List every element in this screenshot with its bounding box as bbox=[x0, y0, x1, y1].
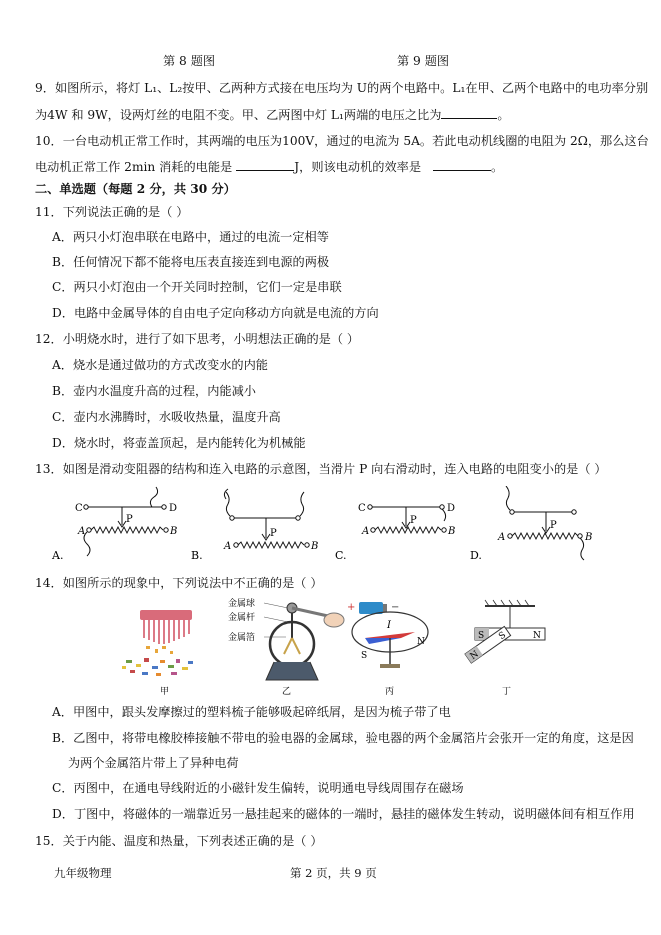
svg-text:I: I bbox=[387, 620, 391, 631]
svg-text:B: B bbox=[448, 526, 456, 537]
svg-text:D: D bbox=[169, 503, 178, 514]
answer-blank[interactable] bbox=[441, 106, 497, 119]
svg-text:N: N bbox=[417, 637, 425, 647]
svg-text:D: D bbox=[447, 503, 456, 514]
svg-text:N: N bbox=[533, 631, 541, 641]
svg-text:P: P bbox=[550, 520, 557, 531]
hanging-magnets-figure bbox=[465, 600, 545, 697]
svg-text:P: P bbox=[410, 515, 417, 526]
question-12-stem: 12．小明烧水时，进行了如下思考，小明想法正确的是（ ） bbox=[35, 332, 360, 346]
svg-text:C: C bbox=[75, 503, 83, 514]
question-11-option-c[interactable]: C．两只小灯泡由一个开关同时控制，它们一定是串联 bbox=[52, 280, 342, 294]
footer-page-number: 第 2 页，共 9 页 bbox=[290, 866, 377, 880]
phenomena-figures bbox=[110, 594, 560, 699]
svg-text:B: B bbox=[170, 526, 178, 537]
svg-text:S: S bbox=[478, 631, 485, 641]
svg-text:B: B bbox=[311, 541, 319, 552]
rheostat-diagrams bbox=[40, 486, 640, 566]
svg-text:乙: 乙 bbox=[282, 687, 292, 697]
svg-text:C: C bbox=[358, 503, 366, 514]
question-15-stem: 15．关于内能、温度和热量，下列表述正确的是（ ） bbox=[35, 834, 323, 848]
question-14-option-d[interactable]: D．丁图中，将磁体的一端靠近另一悬挂起来的磁体的一端时，悬挂的磁体发生转动，说明磁体间有相互作用 bbox=[52, 807, 635, 821]
question-10-line-1: 10．一台电动机正常工作时，其两端的电压为100V，通过的电流为 5A。若此电动机线圈的电阻为 2Ω，那么这台 bbox=[35, 134, 649, 148]
footer-subject: 九年级物理 bbox=[54, 866, 112, 880]
svg-text:丁: 丁 bbox=[502, 687, 512, 697]
svg-text:A: A bbox=[78, 526, 86, 537]
figure-9-caption: 第 9 题图 bbox=[397, 54, 450, 68]
svg-text:B: B bbox=[585, 532, 593, 543]
question-11-stem: 11．下列说法正确的是（ ） bbox=[35, 205, 189, 219]
answer-blank[interactable] bbox=[236, 158, 294, 171]
question-14-option-b-line-1[interactable]: B．乙图中，将带电橡胶棒接触不带电的验电器的金属球，验电器的两个金属箔片会张开一定的角度，这是因 bbox=[52, 731, 634, 745]
question-12-option-c[interactable]: C．壶内水沸腾时，水吸收热量，温度升高 bbox=[52, 410, 281, 424]
svg-text:金属箔: 金属箔 bbox=[228, 633, 256, 643]
svg-text:S: S bbox=[497, 630, 509, 643]
question-11-option-d[interactable]: D．电路中金属导体的自由电子定向移动方向就是电流的方向 bbox=[52, 306, 379, 320]
question-13-stem: 13．如图是滑动变阻器的结构和连入电路的示意图，当滑片 P 向右滑动时，连入电路的电阻变小的是（ ） bbox=[35, 462, 607, 476]
svg-text:金属球: 金属球 bbox=[228, 599, 256, 609]
svg-text:丙: 丙 bbox=[385, 687, 395, 697]
question-14-option-b-line-2[interactable]: 为两个金属箔片带上了异种电荷 bbox=[68, 756, 239, 770]
svg-text:N: N bbox=[468, 649, 481, 663]
question-11-option-a[interactable]: A．两只小灯泡串联在电路中，通过的电流一定相等 bbox=[52, 230, 329, 244]
question-10-line-2: 电动机正常工作 2min 消耗的电能是 J，则该电动机的效率是 。 bbox=[35, 160, 504, 174]
question-14-stem: 14．如图所示的现象中，下列说法中不正确的是（ ） bbox=[35, 576, 323, 590]
electroscope-figure bbox=[228, 597, 344, 697]
question-14-option-a[interactable]: A．甲图中，跟头发摩擦过的塑料梳子能够吸起碎纸屑，是因为梳子带了电 bbox=[52, 705, 451, 719]
section-heading: 二、单选题（每题 2 分，共 30 分） bbox=[35, 182, 236, 196]
answer-blank[interactable] bbox=[433, 158, 491, 171]
svg-text:C.: C. bbox=[335, 549, 347, 562]
svg-text:A: A bbox=[362, 526, 370, 537]
svg-text:甲: 甲 bbox=[160, 687, 170, 697]
svg-text:B.: B. bbox=[191, 549, 203, 562]
svg-text:S: S bbox=[361, 651, 368, 661]
svg-text:P: P bbox=[270, 528, 277, 539]
rheostat-diagram-c bbox=[335, 503, 455, 562]
rheostat-diagram-d bbox=[470, 486, 592, 562]
question-9-line-1: 9．如图所示，将灯 L₁、L₂按甲、乙两种方式接在电压均为 U的两个电路中。L₁在甲、乙两个电路中的电功率分别 bbox=[35, 81, 649, 95]
question-12-option-a[interactable]: A．烧水是通过做功的方式改变水的内能 bbox=[52, 358, 268, 372]
wire-compass-figure bbox=[347, 602, 428, 697]
rheostat-diagram-a bbox=[51, 487, 177, 562]
svg-text:P: P bbox=[126, 514, 133, 525]
question-9-line-2: 为4W 和 9W，设两灯丝的电阻不变。甲、乙两图中灯 L₁两端的电压之比为 。 bbox=[35, 108, 510, 122]
figure-8-caption: 第 8 题图 bbox=[163, 54, 216, 68]
question-12-option-d[interactable]: D．烧水时，将壶盖顶起，是内能转化为机械能 bbox=[52, 436, 306, 450]
question-14-option-c[interactable]: C．丙图中，在通电导线附近的小磁针发生偏转，说明通电导线周围存在磁场 bbox=[52, 781, 464, 795]
svg-text:A.: A. bbox=[52, 549, 64, 562]
svg-text:A: A bbox=[224, 541, 232, 552]
svg-text:金属杆: 金属杆 bbox=[228, 613, 256, 623]
rheostat-diagram-b bbox=[191, 489, 318, 562]
question-12-option-b[interactable]: B．壶内水温度升高的过程，内能减小 bbox=[52, 384, 256, 398]
svg-text:A: A bbox=[498, 532, 506, 543]
svg-text:−: − bbox=[391, 602, 400, 613]
svg-text:+: + bbox=[347, 602, 356, 613]
question-11-option-b[interactable]: B．任何情况下都不能将电压表直接连到电源的两极 bbox=[52, 255, 330, 269]
comb-paper-figure bbox=[122, 610, 193, 697]
svg-text:D.: D. bbox=[470, 549, 482, 562]
